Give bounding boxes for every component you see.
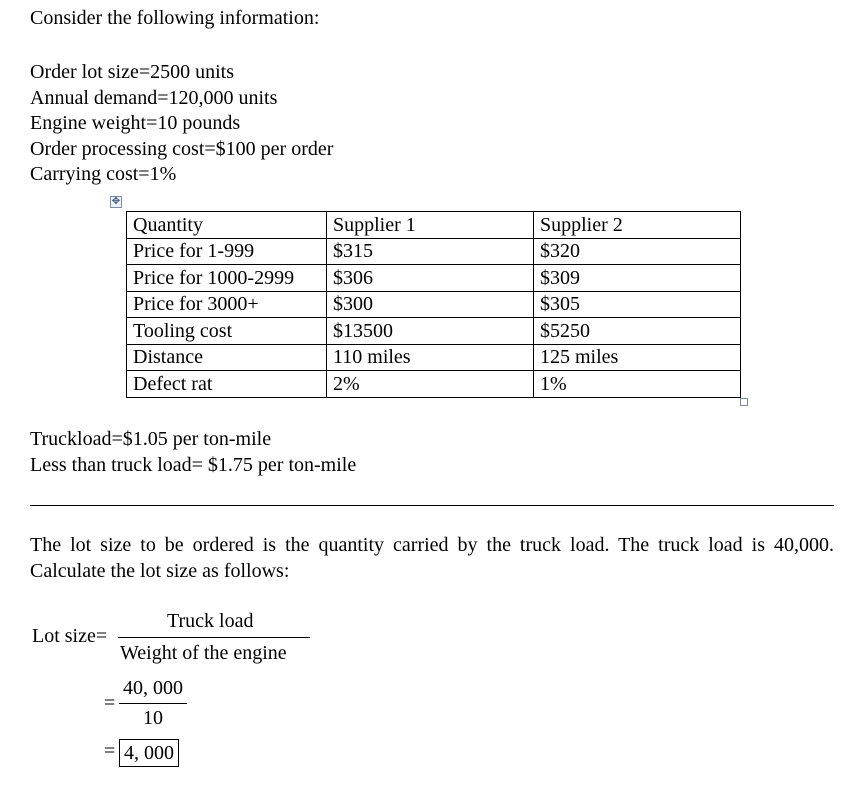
formula-numerator: Truck load — [167, 610, 254, 632]
table-cell: Tooling cost — [127, 318, 327, 345]
table-resize-handle-icon[interactable] — [740, 398, 748, 406]
header-quantity: Quantity — [127, 212, 327, 239]
table-cell: $320 — [534, 238, 741, 265]
table-cell: 110 miles — [327, 344, 534, 371]
table-cell: $309 — [534, 265, 741, 292]
table-row — [127, 371, 741, 398]
info-list — [30, 60, 333, 188]
fraction-bar — [118, 637, 310, 638]
info-carrying-cost: Carrying cost=1% — [30, 163, 177, 185]
table-cell: Price for 1000-2999 — [127, 265, 327, 292]
table-cell: Price for 3000+ — [127, 291, 327, 318]
step-numerator: 40, 000 — [123, 677, 183, 699]
freight-truckload: Truckload=$1.05 per ton-mile — [30, 428, 272, 450]
table-cell: Price for 1-999 — [127, 238, 327, 265]
table-cell: 125 miles — [534, 344, 741, 371]
table-cell: $306 — [327, 265, 534, 292]
formula-denominator: Weight of the engine — [120, 642, 287, 664]
freight-less-than-truckload: Less than truck load= $1.75 per ton-mile — [30, 453, 357, 476]
info-order-lot-size: Order lot size=2500 units — [30, 61, 235, 83]
freight-rates — [30, 427, 356, 478]
step-equals: = — [104, 692, 116, 714]
header-supplier-2: Supplier 2 — [534, 212, 741, 239]
table-row — [127, 265, 741, 292]
table-header-row — [127, 212, 741, 239]
table-cell: $5250 — [534, 318, 741, 345]
table-row — [127, 344, 741, 371]
info-engine-weight: Engine weight=10 pounds — [30, 112, 241, 134]
step-denominator: 10 — [143, 707, 163, 729]
table-cell: 2% — [327, 371, 534, 398]
table-cell: 1% — [534, 371, 741, 398]
table-row — [127, 291, 741, 318]
table-cell: $305 — [534, 291, 741, 318]
boxed-result: 4, 000 — [119, 739, 179, 767]
result-equals: = — [104, 740, 116, 762]
table-row — [127, 238, 741, 265]
table-cell: $13500 — [327, 318, 534, 345]
explanation-paragraph: The lot size to be ordered is the quantity carried by the truck load. The truck load is 40,000. Calculate the lot size as follows: — [30, 534, 834, 582]
header-supplier-1: Supplier 1 — [327, 212, 534, 239]
table-cell: $300 — [327, 291, 534, 318]
info-annual-demand: Annual demand=120,000 units — [30, 86, 278, 109]
intro-text: Consider the following information: — [30, 7, 320, 29]
table-cell: Distance — [127, 344, 327, 371]
formula-lhs-label: Lot size — [32, 625, 96, 647]
formula-equals: = — [95, 625, 108, 647]
table-move-handle-icon[interactable]: ✥ — [111, 196, 121, 207]
formula-lhs — [32, 625, 107, 648]
section-divider — [30, 505, 834, 506]
table-row — [127, 318, 741, 345]
table-cell: Defect rat — [127, 371, 327, 398]
step-fraction-bar — [119, 703, 187, 704]
info-order-processing-cost: Order processing cost=$100 per order — [30, 137, 334, 160]
supplier-table — [126, 211, 741, 398]
table-cell: $315 — [327, 238, 534, 265]
